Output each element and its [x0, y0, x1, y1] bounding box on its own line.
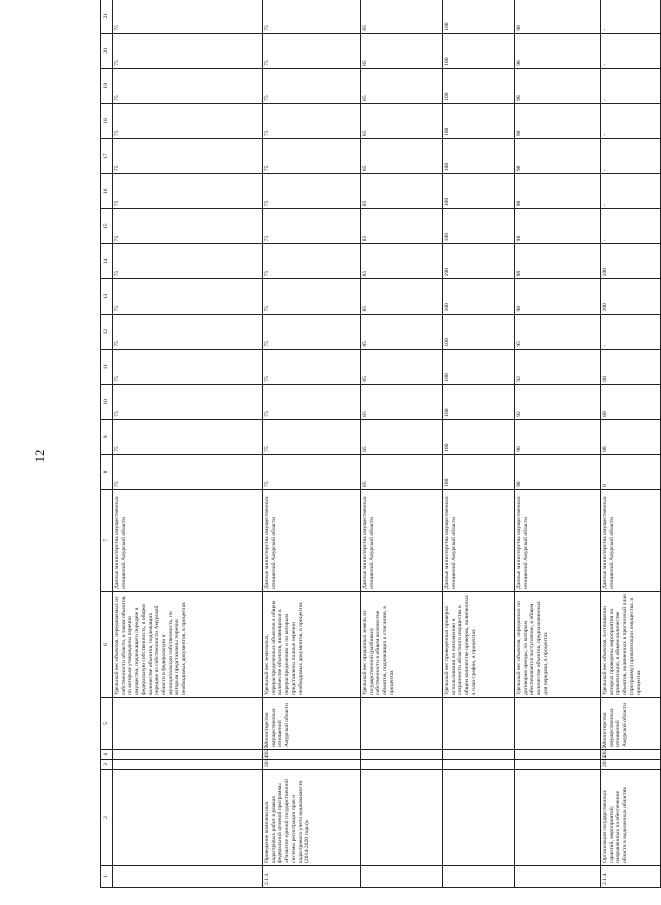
indicator-value-cell: 88 [601, 419, 661, 454]
end-year-cell [515, 750, 601, 760]
indicator-value-cell: 98 [515, 174, 601, 209]
page-number: 12 [32, 449, 47, 463]
data-source-cell: Данные министерства имущественных отношений Амурской области [361, 490, 443, 592]
indicator-value-cell: 0 [601, 454, 661, 489]
table-row [263, 0, 361, 888]
indicator-value-cell: 75 [263, 209, 361, 244]
indicator-value-cell: 98 [515, 33, 601, 68]
column-number-header: 6 [101, 592, 113, 698]
executor-cell: Министерство имущественных отношений Амурской области [263, 698, 361, 750]
column-number-row [101, 0, 113, 888]
indicator-cell: Удельный вес объектов, передаваемых из собственности области, в таком объектов, по которым утверждены перечни имущества, подлежащего передаче в федеральную собственность, в общем количестве объектов, подлежащих передаче из собственности Амурской области в федеральную и муниципальную собственность, по которым представлены перечни необходимых документов, в процентах [113, 592, 263, 698]
table-body [113, 0, 661, 888]
indicator-value-cell: 88 [601, 384, 661, 419]
indicator-value-cell: 75 [263, 349, 361, 384]
indicator-value-cell: - [601, 314, 661, 349]
measure-name-cell [361, 770, 443, 866]
start-year-cell [443, 760, 515, 770]
indicator-value-cell: 85 [361, 209, 443, 244]
indicator-value-cell: 85 [361, 174, 443, 209]
row-number-cell: 2.1.4. [601, 866, 661, 888]
measure-name-cell [113, 770, 263, 866]
row-number-cell [361, 866, 443, 888]
indicator-value-cell: 100 [601, 244, 661, 279]
measure-name-cell [443, 770, 515, 866]
indicator-value-cell: 85 [361, 384, 443, 419]
indicator-value-cell: 98 [515, 209, 601, 244]
column-number-header: 11 [101, 349, 113, 384]
indicator-value-cell: - [601, 68, 661, 103]
indicator-value-cell: 75 [263, 0, 361, 33]
indicator-value-cell: 75 [263, 384, 361, 419]
executor-cell [113, 698, 263, 750]
indicator-value-cell: 75 [113, 0, 263, 33]
executor-cell [443, 698, 515, 750]
table-row [113, 0, 263, 888]
indicator-value-cell: 75 [113, 209, 263, 244]
indicator-value-cell: 100 [443, 384, 515, 419]
indicator-value-cell: 98 [515, 68, 601, 103]
indicator-value-cell: - [601, 174, 661, 209]
indicator-value-cell: 100 [443, 454, 515, 489]
indicator-value-cell: 85 [361, 314, 443, 349]
column-number-header: 16 [101, 174, 113, 209]
start-year-cell [361, 760, 443, 770]
data-source-cell: Данные министерства имущественных отношений Амурской области [601, 490, 661, 592]
indicator-value-cell: 98 [515, 139, 601, 174]
indicator-value-cell: 75 [113, 279, 263, 314]
row-number-cell [113, 866, 263, 888]
row-number-cell [515, 866, 601, 888]
measure-name-cell: Организация государственных гарантий, мероприятий, направленных на обеспечение области в выделенных областях [601, 770, 661, 866]
column-number-header: 15 [101, 209, 113, 244]
end-year-cell: 2025 [601, 750, 661, 760]
indicator-value-cell: 100 [601, 279, 661, 314]
column-number-header: 4 [101, 750, 113, 760]
indicator-value-cell: - [601, 139, 661, 174]
indicator-value-cell: 85 [361, 349, 443, 384]
indicator-value-cell: 75 [263, 103, 361, 138]
indicator-value-cell: - [601, 0, 661, 33]
data-source-cell: Данные министерства имущественных отношений Амурской области [443, 490, 515, 592]
start-year-cell [515, 760, 601, 770]
row-number-cell [443, 866, 515, 888]
indicator-cell: Удельный вес объектов, переданных по договорам аренды, по которым обеспечивается поступление, в общем количестве объектов, предназначенных для передачи, в процентах [515, 592, 601, 698]
indicator-value-cell: 75 [113, 68, 263, 103]
data-source-cell: Данные министерства имущественных отношений Амурской области [113, 490, 263, 592]
indicator-value-cell: 75 [263, 244, 361, 279]
indicator-value-cell: 95 [515, 314, 601, 349]
indicator-value-cell: 85 [361, 244, 443, 279]
column-number-header: 20 [101, 33, 113, 68]
table-row [515, 0, 601, 888]
indicator-cell: Удельный вес объектов, в отношении которых проведены мероприятия по приватизации, в общем количестве объектов, включенных в прогнозный план (программу) приватизации имущества, в процентах [601, 592, 661, 698]
indicator-value-cell: 88 [601, 349, 661, 384]
indicator-value-cell: 75 [113, 174, 263, 209]
start-year-cell: 2014 [601, 760, 661, 770]
indicator-value-cell: 98 [515, 0, 601, 33]
column-number-header: 18 [101, 103, 113, 138]
column-number-header: 9 [101, 419, 113, 454]
start-year-cell: 2014 [263, 760, 361, 770]
column-number-header: 12 [101, 314, 113, 349]
indicator-value-cell: 100 [443, 244, 515, 279]
indicator-value-cell: 85 [361, 279, 443, 314]
indicator-value-cell: 100 [443, 139, 515, 174]
indicator-value-cell: 100 [443, 33, 515, 68]
indicator-value-cell: 100 [443, 209, 515, 244]
column-number-header: 13 [101, 279, 113, 314]
indicator-value-cell: 75 [113, 244, 263, 279]
indicator-value-cell: 92 [515, 384, 601, 419]
start-year-cell [113, 760, 263, 770]
column-number-header: 2 [101, 770, 113, 866]
indicator-value-cell: 100 [443, 349, 515, 384]
indicator-value-cell: 75 [263, 174, 361, 209]
column-number-header: 10 [101, 384, 113, 419]
end-year-cell [361, 750, 443, 760]
column-number-header: 5 [101, 698, 113, 750]
indicator-value-cell: 100 [443, 0, 515, 33]
executor-cell [361, 698, 443, 750]
measure-name-cell [515, 770, 601, 866]
column-number-header: 21 [101, 0, 113, 33]
measure-name-cell: Проведение комплексных кадастровых работ в рамках федеральной целевой программы «Развитие единой государственной системы регистрации прав и кадастрового учета недвижимости (2014-2020 годы)» [263, 770, 361, 866]
indicator-value-cell: 75 [263, 33, 361, 68]
indicator-value-cell: 85 [361, 0, 443, 33]
indicator-value-cell: 75 [113, 33, 263, 68]
indicator-value-cell: 85 [361, 68, 443, 103]
indicator-value-cell: 98 [515, 103, 601, 138]
end-year-cell: 2025 [263, 750, 361, 760]
indicator-value-cell: 75 [263, 314, 361, 349]
indicator-value-cell: 98 [515, 244, 601, 279]
indicator-value-cell: - [601, 209, 661, 244]
indicator-value-cell: 100 [443, 174, 515, 209]
rotated-table-area [100, 12, 648, 888]
indicator-value-cell: 75 [263, 139, 361, 174]
indicator-value-cell: 75 [263, 419, 361, 454]
indicator-value-cell: 75 [113, 454, 263, 489]
indicator-value-cell: 75 [263, 454, 361, 489]
indicator-value-cell: 85 [361, 454, 443, 489]
indicator-value-cell: 100 [443, 314, 515, 349]
indicator-value-cell: 100 [443, 103, 515, 138]
indicator-value-cell: 75 [113, 384, 263, 419]
end-year-cell [113, 750, 263, 760]
indicator-value-cell: 75 [113, 314, 263, 349]
column-number-header: 7 [101, 490, 113, 592]
indicator-value-cell: 75 [113, 349, 263, 384]
table-row [443, 0, 515, 888]
indicator-value-cell: 100 [443, 419, 515, 454]
indicator-value-cell: 100 [443, 68, 515, 103]
data-source-cell: Данные министерства имущественных отношений Амурской области [515, 490, 601, 592]
end-year-cell [443, 750, 515, 760]
program-indicators-table [100, 0, 661, 888]
executor-cell [515, 698, 601, 750]
indicator-value-cell: 85 [361, 139, 443, 174]
indicator-value-cell: 75 [263, 68, 361, 103]
column-number-header: 17 [101, 139, 113, 174]
indicator-cell: Удельный вес проведенных проверок использования по назначению и сохранности областного имущества в общем количестве проверок, включенных в план-график, в процентах [443, 592, 515, 698]
executor-cell: Министерство имущественных отношений Амурской области [601, 698, 661, 750]
column-number-header: 19 [101, 68, 113, 103]
column-number-header: 3 [101, 760, 113, 770]
indicator-value-cell: - [601, 103, 661, 138]
indicator-value-cell: - [601, 33, 661, 68]
indicator-value-cell: 90 [515, 419, 601, 454]
indicator-value-cell: 98 [515, 279, 601, 314]
indicator-value-cell: 100 [443, 279, 515, 314]
indicator-value-cell: 75 [113, 419, 263, 454]
indicator-cell: Удельный вес земельных, перераспределенных объектов в общем количестве объектов, являющихся к перераспределению и по которым представлены полные перечни необходимых документов, в процентах [263, 592, 361, 698]
indicator-value-cell: 75 [113, 103, 263, 138]
data-source-cell: Данные министерства имущественных отношений Амурской области [263, 490, 361, 592]
indicator-value-cell: 85 [361, 419, 443, 454]
column-number-header: 1 [101, 866, 113, 888]
column-number-header: 8 [101, 454, 113, 489]
table-row [361, 0, 443, 888]
indicator-value-cell: 85 [361, 103, 443, 138]
indicator-value-cell: 85 [361, 33, 443, 68]
indicator-cell: Удельный вес проданных земель из государственной (разбивки) собственности в общем количестве объектов, подлежащих к списанию, в процентах [361, 592, 443, 698]
indicator-value-cell: 90 [515, 454, 601, 489]
table-row [601, 0, 661, 888]
column-number-header: 14 [101, 244, 113, 279]
indicator-value-cell: 92 [515, 349, 601, 384]
indicator-value-cell: 75 [113, 139, 263, 174]
indicator-value-cell: 75 [263, 279, 361, 314]
row-number-cell: 2.1.3. [263, 866, 361, 888]
